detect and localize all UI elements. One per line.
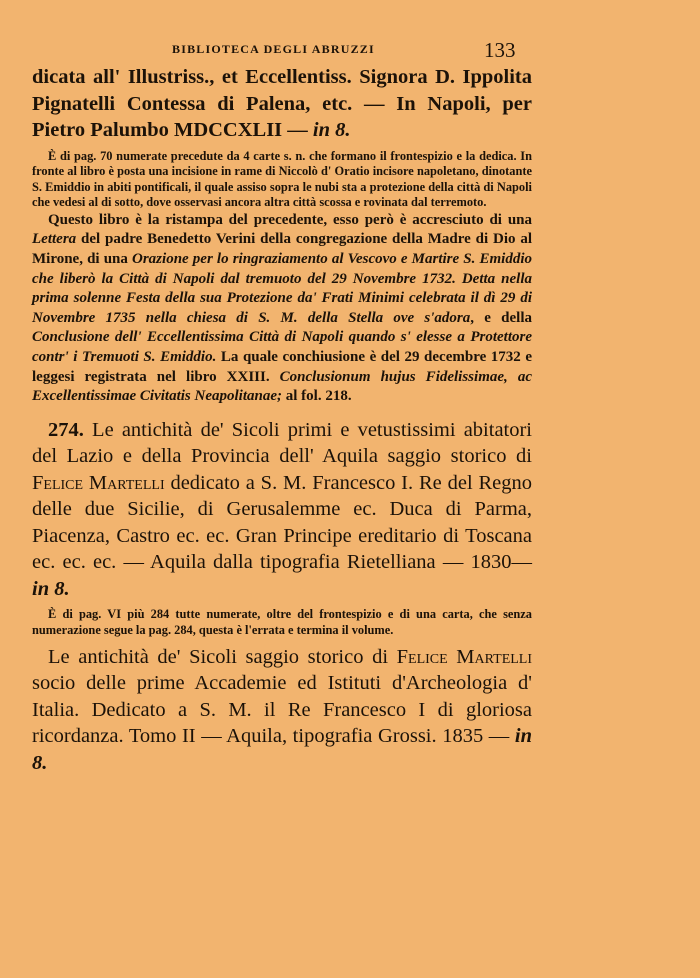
entry-number: 274. xyxy=(48,418,84,441)
reprint-italic-3: Conclusione dell' Eccellentissima Città di Napoli quando s' elesse a Protettore contr' i Tremuoti S. Emiddio. xyxy=(32,329,532,366)
reprint-italic-2: Orazione per lo ringraziamento al Vescovo e Martire S. Emiddio che liberò la Città di Napoli dal tremuoto del 29 Novembre 1732. Detta nella prima solenne Festa della sua Protezione da' Frati Minimi celebrata il dì 29 di Novembre 1735 nella chiesa di S. M. della Stella ove s'adora xyxy=(32,251,533,326)
vol2-title-2: socio delle prime Accademie ed Istituti d'Archeologia d' Italia. Dedicato a S. M. il Re Francesco I di gloriosa ricordanza. Tomo II — Aquila, tipografia Grossi. 1835 — xyxy=(32,672,532,747)
entry-274-volume-2 xyxy=(32,644,532,777)
reprint-italic-4: Conclusionum hujus Fidelissimae, ac Excellentissimae Civitatis Neapolitanae; xyxy=(32,368,532,405)
reprint-text-5: al fol. 218. xyxy=(285,388,352,405)
entry-274-note: È di pag. VI più 284 tutte numerate, oltre del frontespizio e di una carta, che senza numerazione segue la pag. 284, questa è l'errata e termina il volume. xyxy=(32,607,532,637)
vol2-format: in 8. xyxy=(32,725,532,774)
page-header xyxy=(32,38,532,64)
entry-274-title-2: dedicato a S. M. Francesco I. Re del Regno delle due Sicilie, di Gerusalemme ec. Duca di Parma, Piacenza, Castro ec. ec. Gran Principe ereditario di Toscana ec. ec. ec. — Aquila dalla tipografia Rietelliana — 1830— xyxy=(32,471,532,574)
previous-entry-note: È di pag. 70 numerate precedute da 4 carte s. n. che formano il frontespizio e la dedica. In fronte al libro è posta una incisione in rame di Niccolò d' Oratio incisore napoletano, dinotante S. Emiddio in abiti pontificali, il quale assiso sopra le nubi sta a protezione della città di Napoli che vedesi al di sotto, dove osservasi ancora altra città scossa e rovinata dal terremoto. xyxy=(32,148,532,210)
previous-entry-title xyxy=(32,64,532,144)
reprint-italic-1: Lettera xyxy=(32,231,77,248)
reprint-text-3: , e della xyxy=(470,309,532,326)
running-title: BIBLIOTECA DEGLI ABRUZZI xyxy=(172,42,375,56)
book-page xyxy=(32,38,532,776)
entry-274-format: in 8. xyxy=(32,577,70,600)
reprint-paragraph xyxy=(32,211,532,407)
reprint-text-2: del padre Benedetto Verini della congregazione della Madre di Dio al Mirone, di una xyxy=(32,231,532,268)
vol2-author: Felice Martelli xyxy=(396,645,533,668)
entry-274-title-1: Le antichità de' Sicoli primi e vetustissimi abitatori del Lazio e della Provincia dell' Aquila saggio storico di xyxy=(32,418,533,468)
entry-274 xyxy=(32,417,532,603)
vol2-title-1: Le antichità de' Sicoli saggio storico di xyxy=(48,645,389,668)
entry-274-author: Felice Martelli xyxy=(32,471,165,494)
page-number: 133 xyxy=(484,38,516,62)
title-continuation: dicata all' Illustriss., et Eccellentiss. Signora D. Ippolita Pignatelli Contessa di Palena, etc. — In Napoli, per Pietro Palumbo MDCCXLII — xyxy=(32,66,532,141)
reprint-text-1: Questo libro è la ristampa del precedente, esso però è accresciuto di una xyxy=(48,211,532,228)
reprint-text-4: La quale conchiusione è del 29 decembre 1732 e leggesi registrata nel libro XXIII. xyxy=(32,349,533,385)
format-label: in 8. xyxy=(312,119,351,141)
